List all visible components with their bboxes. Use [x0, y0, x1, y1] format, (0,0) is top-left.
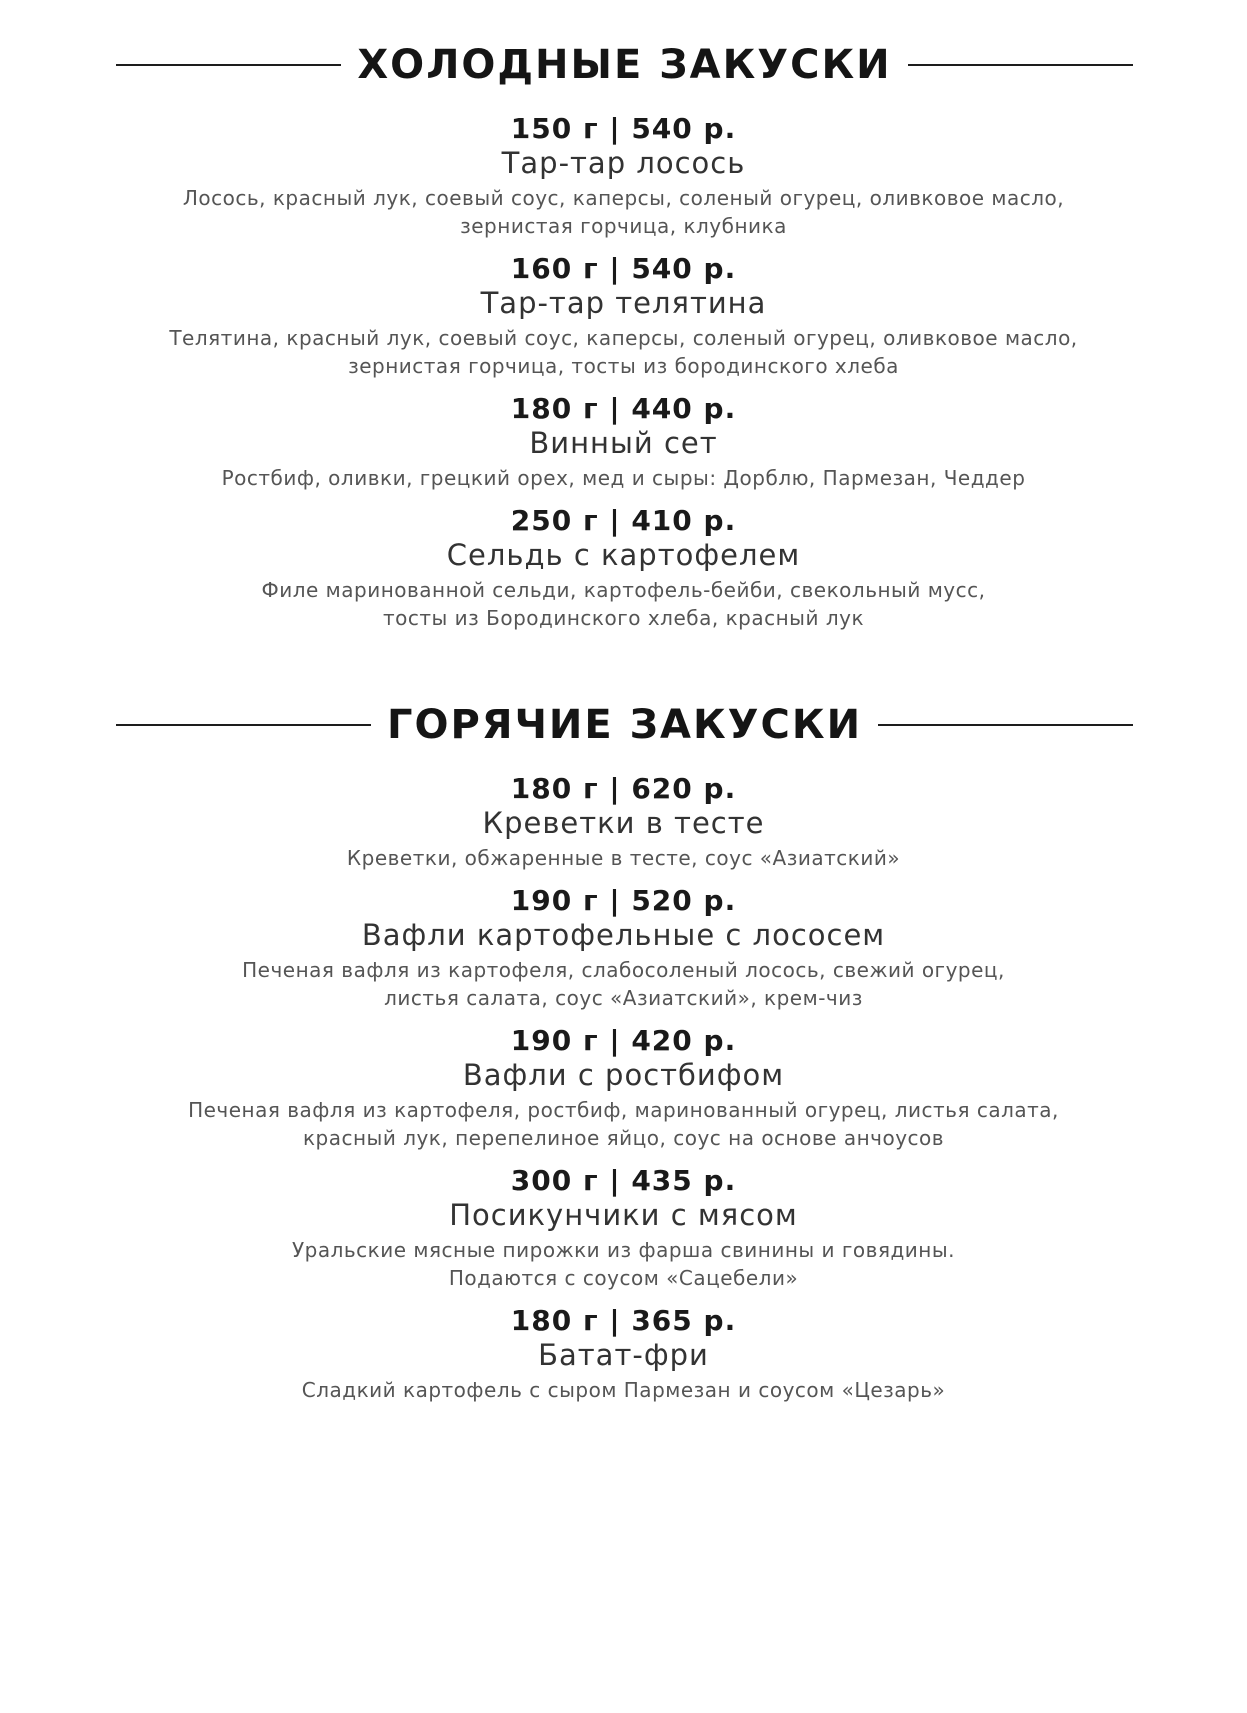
header-rule-right	[878, 724, 1133, 726]
description-line: Креветки, обжаренные в тесте, соус «Азиатский»	[346, 846, 901, 870]
item-price: 180 г | 620 р.	[510, 772, 737, 805]
item-description	[100, 1096, 1147, 1152]
item-price: 190 г | 520 р.	[510, 884, 737, 917]
description-line: листья салата, соус «Азиатский», крем-чиз	[384, 986, 863, 1010]
item-name: Креветки в тесте	[482, 806, 765, 840]
description-line: зернистая горчица, тосты из бородинского хлеба	[348, 354, 899, 378]
item-description	[100, 1376, 1147, 1404]
item-name: Тар-тар телятина	[480, 286, 767, 320]
menu-item	[100, 392, 1147, 492]
item-name: Тар-тар лосось	[501, 146, 746, 180]
section-title: ХОЛОДНЫЕ ЗАКУСКИ	[357, 42, 892, 88]
item-price: 180 г | 365 р.	[510, 1304, 737, 1337]
description-line: Печеная вафля из картофеля, ростбиф, маринованный огурец, листья салата,	[188, 1098, 1059, 1122]
menu-item	[100, 1304, 1147, 1404]
description-line: Филе маринованной сельди, картофель-бейби, свекольный мусс,	[261, 578, 986, 602]
menu-item	[100, 504, 1147, 632]
menu-item	[100, 1024, 1147, 1152]
item-name: Вафли картофельные с лососем	[361, 918, 886, 952]
menu-item	[100, 252, 1147, 380]
description-line: Телятина, красный лук, соевый соус, каперсы, соленый огурец, оливковое масло,	[169, 326, 1078, 350]
item-description	[100, 844, 1147, 872]
item-name: Винный сет	[529, 426, 718, 460]
menu-item	[100, 772, 1147, 872]
description-line: Сладкий картофель с сыром Пармезан и соусом «Цезарь»	[301, 1378, 946, 1402]
item-price: 150 г | 540 р.	[510, 112, 737, 145]
menu-item	[100, 1164, 1147, 1292]
item-name: Батат-фри	[538, 1338, 709, 1372]
item-description	[100, 1236, 1147, 1292]
item-description	[100, 464, 1147, 492]
item-price: 190 г | 420 р.	[510, 1024, 737, 1057]
description-line: тосты из Бородинского хлеба, красный лук	[382, 606, 865, 630]
menu-list-hot	[100, 772, 1147, 1416]
description-line: красный лук, перепелиное яйцо, соус на основе анчоусов	[302, 1126, 945, 1150]
item-description	[100, 324, 1147, 380]
item-name: Посикунчики с мясом	[449, 1198, 798, 1232]
item-price: 180 г | 440 р.	[510, 392, 737, 425]
header-rule-left	[116, 64, 341, 66]
item-name: Сельдь с картофелем	[446, 538, 801, 572]
item-price: 300 г | 435 р.	[510, 1164, 737, 1197]
description-line: Лосось, красный лук, соевый соус, каперсы, соленый огурец, оливковое масло,	[182, 186, 1065, 210]
description-line: Уральские мясные пирожки из фарша свинины и говядины.	[291, 1238, 956, 1262]
header-rule-left	[116, 724, 371, 726]
item-name: Вафли с ростбифом	[462, 1058, 785, 1092]
header-rule-right	[908, 64, 1133, 66]
description-line: Печеная вафля из картофеля, слабосоленый лосось, свежий огурец,	[242, 958, 1005, 982]
item-description	[100, 576, 1147, 632]
section-title: ГОРЯЧИЕ ЗАКУСКИ	[386, 702, 863, 748]
menu-item	[100, 884, 1147, 1012]
item-description	[100, 184, 1147, 240]
item-description	[100, 956, 1147, 1012]
section-header-cold	[116, 42, 1133, 88]
menu-item	[100, 112, 1147, 240]
item-price: 250 г | 410 р.	[510, 504, 737, 537]
description-line: зернистая горчица, клубника	[460, 214, 787, 238]
menu-list-cold	[100, 112, 1147, 644]
description-line: Ростбиф, оливки, грецкий орех, мед и сыры: Дорблю, Пармезан, Чеддер	[221, 466, 1026, 490]
item-price: 160 г | 540 р.	[510, 252, 737, 285]
section-header-hot	[116, 702, 1133, 748]
description-line: Подаются с соусом «Сацебели»	[448, 1266, 799, 1290]
